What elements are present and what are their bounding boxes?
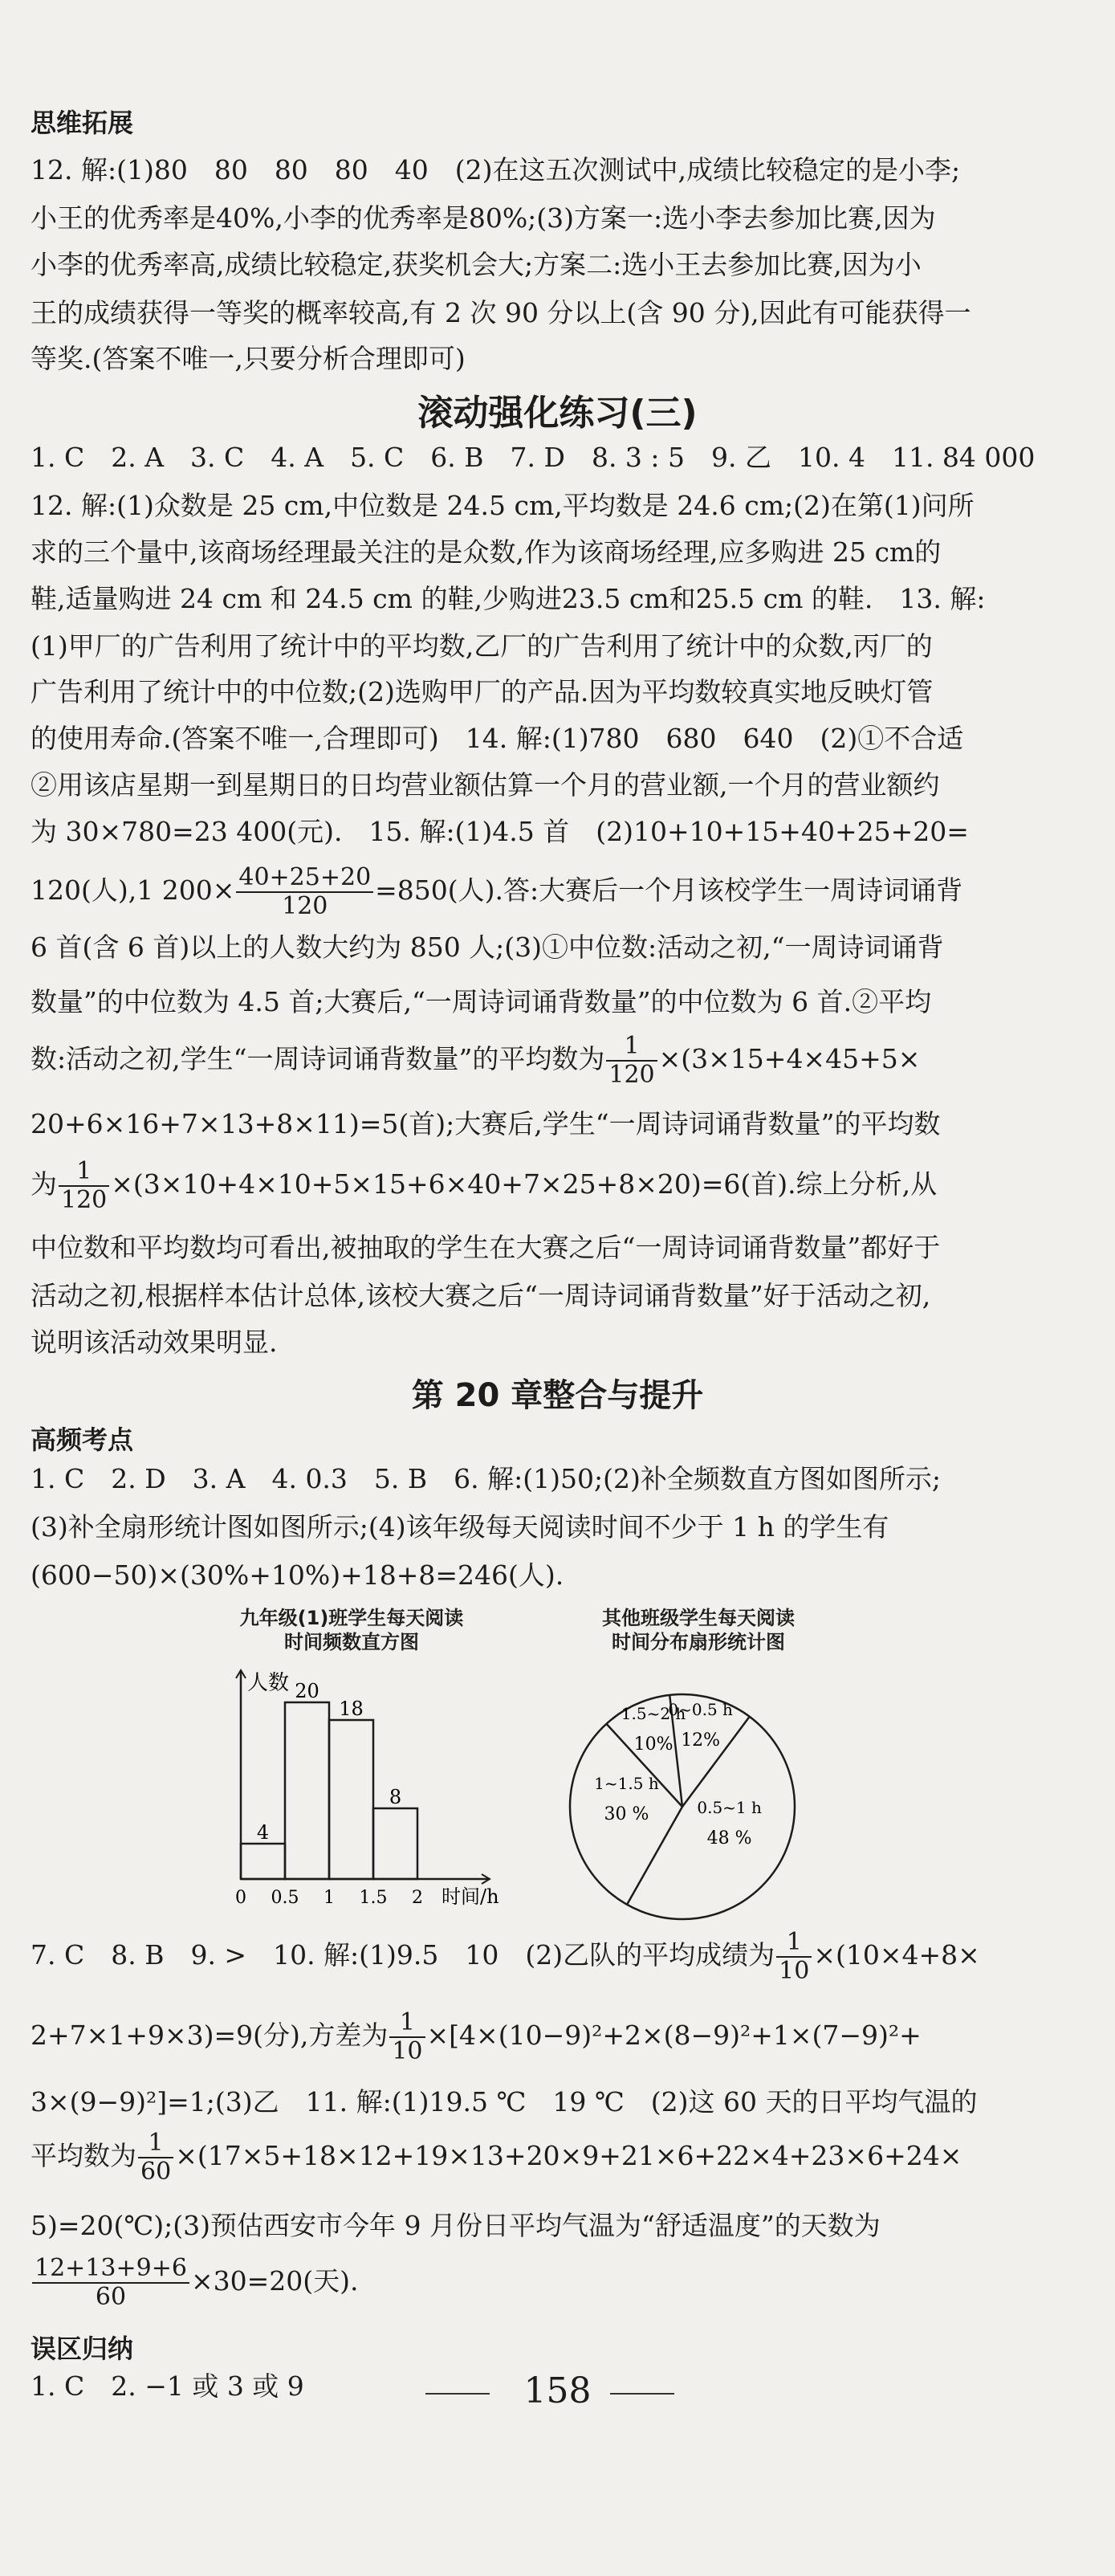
histogram-bar: [285, 1702, 329, 1879]
text-line: 3×(9−9)²]=1;(3)乙 11. 解:(1)19.5 ℃ 19 ℃ (2)这 60 天的日平均气温的: [31, 2086, 978, 2117]
fraction: [389, 2009, 425, 2065]
histogram-bar: [241, 1844, 285, 1879]
text-line: (3)补全扇形统计图如图所示;(4)该年级每天阅读时间不少于 1 h 的学生有: [31, 1511, 889, 1543]
fraction-line: [31, 2128, 1034, 2186]
pie-chart: [538, 1654, 827, 1927]
x-tick-label: 1.5: [359, 1888, 388, 1908]
text-line: 小王的优秀率是40%,小李的优秀率是80%;(3)方案一:选小李去参加比赛,因为: [31, 202, 936, 234]
histogram-title: [215, 1606, 488, 1654]
fraction-line: [31, 2007, 1034, 2065]
text-line: 求的三个量中,该商场经理最关注的是众数,作为该商场经理,应多购进 25 cm的: [31, 536, 942, 568]
histogram-bar: [329, 1720, 373, 1879]
histogram-chart: [217, 1654, 538, 1919]
fraction-line: [31, 1927, 1034, 1985]
text-line: 说明该活动效果明显.: [31, 1327, 278, 1358]
pie-layer: [570, 1694, 795, 1919]
fraction-denominator: 120: [608, 1061, 655, 1089]
fraction-numerator: 1: [138, 2130, 173, 2158]
text-line: 的使用寿命.(答案不唯一,合理即可) 14. 解:(1)780 680 640 (2)①不合适: [31, 723, 964, 754]
text-segment: ×(10×4+8×: [813, 1939, 980, 1971]
fraction-denominator: 120: [61, 1186, 108, 1214]
bar-value-label: 20: [295, 1680, 319, 1702]
fraction-denominator: 120: [282, 892, 328, 920]
fraction-numerator: 1: [59, 1158, 109, 1187]
histogram-title-line: 九年级(1)班学生每天阅读: [239, 1607, 464, 1629]
pie-slice-label: 0~0.5 h: [668, 1700, 733, 1720]
section-title-rolling: 滚动强化练习(三): [417, 393, 698, 434]
text-line: 等奖.(答案不唯一,只要分析合理即可): [31, 343, 466, 374]
text-line: 12. 解:(1)80 80 80 80 40 (2)在这五次测试中,成绩比较稳定的是小李;: [31, 154, 961, 185]
fraction-line: [31, 862, 1034, 920]
section-heading-error-zone: 误区归纳: [31, 2333, 134, 2364]
fraction-denominator: 10: [392, 2037, 423, 2065]
bar-value-label: 4: [256, 1821, 270, 1844]
fraction-denominator: 60: [140, 2158, 172, 2186]
text-line: 小李的优秀率高,成绩比较稳定,获奖机会大;方案二:选小王去参加比赛,因为小: [31, 249, 922, 280]
fraction-numerator: 40+25+20: [236, 864, 373, 893]
pie-slice-value: 10%: [633, 1734, 673, 1755]
bar-value-label: 8: [389, 1786, 402, 1808]
section-title-chapter: 第 20 章整合与提升: [411, 1377, 704, 1414]
text-segment: 为: [31, 1168, 57, 1200]
fraction-denominator: 10: [779, 1957, 810, 1985]
fraction-line: [31, 2253, 1034, 2311]
text-line: 中位数和平均数均可看出,被抽取的学生在大赛之后“一周诗词诵背数量”都好于: [31, 1232, 941, 1263]
text-line: 广告利用了统计中的中位数;(2)选购甲厂的产品.因为平均数较真实地反映灯管: [31, 676, 934, 707]
fraction: [59, 1158, 109, 1214]
text-line: 为 30×780=23 400(元). 15. 解:(1)4.5 首 (2)10+10+15+40+25+20=: [31, 816, 969, 847]
text-segment: ×30=20(天).: [190, 2265, 359, 2297]
text-segment: 平均数为: [31, 2140, 136, 2171]
pie-slice-label: 1.5~2 h: [621, 1704, 686, 1724]
bar-value-label: 18: [339, 1698, 364, 1720]
text-segment: ×(17×5+18×12+19×13+20×9+21×6+22×4+23×6+24×: [175, 2140, 962, 2171]
answers-line: 1. C 2. −1 或 3 或 9: [31, 2370, 304, 2402]
pie-slice-value: 30 %: [604, 1804, 649, 1824]
text-line: 王的成绩获得一等奖的概率较高,有 2 次 90 分以上(含 90 分),因此有可能获得一: [31, 297, 971, 328]
text-line: (600−50)×(30%+10%)+18+8=246(人).: [31, 1559, 564, 1591]
text-line: 数量”的中位数为 4.5 首;大赛后,“一周诗词诵背数量”的中位数为 6 首.②平均: [31, 986, 932, 1017]
x-tick-label: 2: [412, 1888, 423, 1908]
text-line: ②用该店星期一到星期日的日均营业额估算一个月的营业额,一个月的营业额约: [31, 769, 940, 801]
text-line: 12. 解:(1)众数是 25 cm,中位数是 24.5 cm,平均数是 24.6 cm;(2)在第(1)问所: [31, 490, 975, 521]
pie-title-line: 时间分布扇形统计图: [612, 1631, 785, 1653]
text-segment: 数:活动之初,学生“一周诗词诵背数量”的平均数为: [31, 1043, 605, 1074]
fraction: [236, 864, 373, 920]
text-segment: ×(3×10+4×10+5×15+6×40+7×25+8×20)=6(首).综上分析,从: [111, 1168, 938, 1200]
x-tick-label: 1: [324, 1888, 335, 1908]
fraction: [606, 1033, 657, 1089]
text-line: 20+6×16+7×13+8×11)=5(首);大赛后,学生“一周诗词诵背数量”的平均数: [31, 1108, 941, 1139]
fraction-numerator: 12+13+9+6: [32, 2255, 189, 2284]
page-number: 158: [523, 2370, 592, 2411]
histogram-bar: [373, 1808, 417, 1879]
section-heading-thinking: 思维拓展: [31, 108, 134, 138]
text-segment: 2+7×1+9×3)=9(分),方差为: [31, 2020, 389, 2051]
pie-slice-label: 0.5~1 h: [697, 1798, 762, 1818]
pie-slice-value: 48 %: [706, 1828, 752, 1849]
fraction: [138, 2130, 173, 2186]
fraction-numerator: 1: [606, 1033, 657, 1062]
text-line: 6 首(含 6 首)以上的人数大约为 850 人;(3)①中位数:活动之初,“一周诗词诵背: [31, 931, 944, 963]
pie-slice-label: 1~1.5 h: [594, 1773, 659, 1793]
text-segment: =850(人).答:大赛后一个月该校学生一周诗词诵背: [375, 874, 963, 906]
pie-slice-value: 12%: [681, 1730, 721, 1751]
answers-line: 1. C 2. D 3. A 4. 0.3 5. B 6. 解:(1)50;(2)补全频数直方图如图所示;: [31, 1463, 941, 1494]
text-line: 5)=20(℃);(3)预估西安市今年 9 月份日平均气温为“舒适温度”的天数为: [31, 2210, 881, 2241]
text-segment: 7. C 8. B 9. > 10. 解:(1)9.5 10 (2)乙队的平均成绩为: [31, 1939, 775, 1971]
fraction-line: [31, 1156, 1034, 1214]
text-segment: ×[4×(10−9)²+2×(8−9)²+1×(7−9)²+: [426, 2020, 922, 2051]
fraction: [32, 2255, 189, 2311]
fraction: [776, 1929, 812, 1985]
fraction-numerator: 1: [389, 2009, 425, 2038]
x-tick-label: 0: [235, 1888, 246, 1908]
fraction-line: [31, 1031, 1034, 1089]
pie-title-line: 其他班级学生每天阅读: [602, 1607, 795, 1629]
histogram-title-line: 时间频数直方图: [284, 1631, 419, 1653]
histogram-layer: [235, 1670, 499, 1908]
text-segment: 120(人),1 200×: [31, 874, 235, 906]
page-number-dash: [610, 2393, 674, 2395]
pie-chart-title: [554, 1606, 843, 1654]
text-line: (1)甲厂的广告利用了统计中的平均数,乙厂的广告利用了统计中的众数,丙厂的: [31, 630, 933, 662]
fraction-denominator: 60: [95, 2283, 127, 2311]
text-line: 活动之初,根据样本估计总体,该校大赛之后“一周诗词诵背数量”好于活动之初,: [31, 1280, 931, 1311]
text-line: 鞋,适量购进 24 cm 和 24.5 cm 的鞋,少购进23.5 cm和25.5 cm 的鞋. 13. 解:: [31, 583, 986, 614]
text-segment: ×(3×15+4×45+5×: [658, 1043, 921, 1074]
x-tick-label: 0.5: [271, 1888, 299, 1908]
x-axis-label: 时间/h: [442, 1885, 499, 1908]
answers-line: 1. C 2. A 3. C 4. A 5. C 6. B 7. D 8. 3 : 5 9. 乙 10. 4 11. 84 000: [31, 442, 1036, 473]
y-axis-label: 人数: [247, 1671, 290, 1695]
section-heading-high-frequency: 高频考点: [31, 1425, 134, 1455]
fraction-numerator: 1: [776, 1929, 812, 1958]
